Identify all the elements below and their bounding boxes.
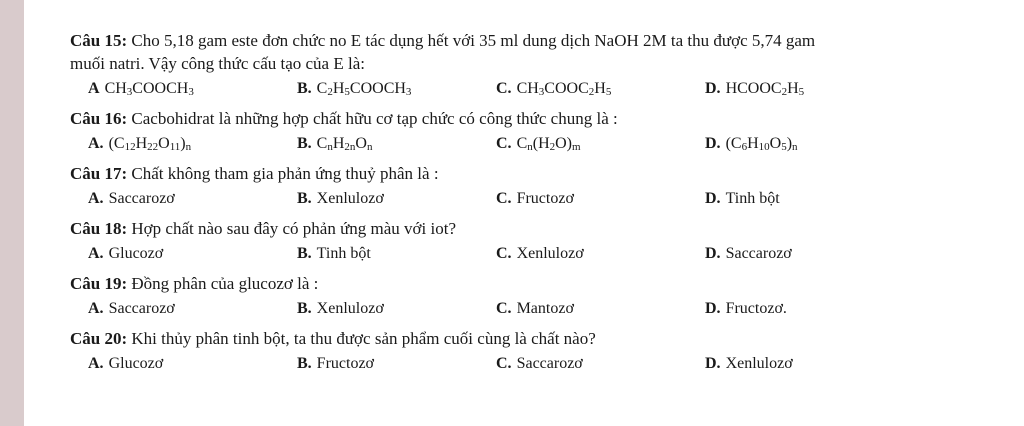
answer-options: [70, 78, 1010, 102]
answer-option-b[interactable]: [297, 353, 374, 375]
answer-letter: B.: [297, 355, 312, 372]
question-19: [70, 273, 1010, 322]
answer-letter: D.: [705, 80, 721, 97]
question-stem: [70, 163, 1010, 185]
question-text: Khi thủy phân tinh bột, ta thu được sản phẩm cuối cùng là chất nào?: [131, 329, 596, 348]
answer-text: $CH_3COOC_2H_5$: [516, 80, 612, 98]
answer-letter: A.: [88, 355, 104, 372]
answer-text: $(C_{12}H_{22}O_{11})_n$: [108, 135, 192, 153]
answer-letter: C.: [496, 80, 512, 97]
answer-option-a[interactable]: [88, 243, 163, 265]
question-text: Đồng phân của glucozơ là :: [131, 274, 319, 293]
answer-option-c[interactable]: [496, 298, 574, 320]
answer-option-d[interactable]: [705, 188, 780, 210]
answer-text: Mantozơ: [516, 300, 574, 317]
answer-options: [70, 133, 1010, 157]
question-16: [70, 108, 1010, 157]
answer-option-a[interactable]: [88, 188, 175, 210]
answer-text: Fructozơ.: [725, 300, 787, 317]
question-stem: [70, 218, 1010, 240]
answer-option-b[interactable]: [297, 78, 411, 100]
answer-option-c[interactable]: [496, 78, 611, 100]
answer-text: $(C_6H_{10}O_5)_n$: [725, 135, 798, 153]
answer-letter: D.: [705, 135, 721, 152]
answer-letter: C.: [496, 135, 512, 152]
answer-text: Fructozơ: [516, 190, 574, 207]
answer-option-c[interactable]: [496, 353, 583, 375]
question-text: Hợp chất nào sau đây có phản ứng màu với iot?: [131, 219, 457, 238]
answer-options: [70, 298, 1010, 322]
question-stem: [70, 328, 1010, 350]
answer-letter: D.: [705, 300, 721, 317]
answer-text: Saccarozơ: [725, 245, 792, 262]
answer-option-b[interactable]: [297, 298, 384, 320]
answer-option-b[interactable]: [297, 243, 371, 265]
answer-text: Xenlulozơ: [516, 245, 584, 262]
answer-text: Saccarozơ: [108, 300, 175, 317]
quiz-page: [70, 30, 1010, 383]
answer-text: Xenlulozơ: [316, 190, 384, 207]
answer-text: Xenlulozơ: [725, 355, 793, 372]
answer-option-c[interactable]: [496, 188, 574, 210]
answer-letter: B.: [297, 135, 312, 152]
answer-options: [70, 188, 1010, 212]
answer-options: [70, 353, 1010, 377]
answer-options: [70, 243, 1010, 267]
question-number: Câu 19:: [70, 274, 128, 293]
answer-letter: C.: [496, 245, 512, 262]
answer-text: Saccarozơ: [108, 190, 175, 207]
answer-option-d[interactable]: [705, 353, 793, 375]
answer-option-d[interactable]: [705, 298, 787, 320]
answer-option-c[interactable]: [496, 133, 581, 155]
question-15: [70, 30, 1010, 102]
answer-letter: C.: [496, 355, 512, 372]
question-18: [70, 218, 1010, 267]
answer-text: Fructozơ: [316, 355, 375, 372]
answer-letter: A.: [88, 135, 104, 152]
answer-option-d[interactable]: [705, 133, 798, 155]
question-number: Câu 18:: [70, 219, 128, 238]
question-number: Câu 16:: [70, 109, 128, 128]
answer-option-c[interactable]: [496, 243, 584, 265]
answer-letter: B.: [297, 80, 312, 97]
answer-text: $CH_3COOCH_3$: [104, 80, 194, 98]
answer-text: $C_nH_{2n}O_n$: [316, 135, 373, 153]
question-number: Câu 20:: [70, 329, 128, 348]
answer-letter: B.: [297, 245, 312, 262]
answer-text: $C_n(H_2O)_m$: [516, 135, 581, 153]
answer-option-a[interactable]: [88, 133, 191, 155]
answer-option-a[interactable]: [88, 353, 163, 375]
answer-letter: C.: [496, 300, 512, 317]
question-17: [70, 163, 1010, 212]
answer-text: Glucozơ: [108, 245, 164, 262]
answer-letter: A: [88, 80, 100, 97]
answer-text: Xenlulozơ: [316, 300, 384, 317]
answer-text: $HCOOC_2H_5$: [725, 80, 805, 98]
answer-letter: B.: [297, 190, 312, 207]
answer-letter: D.: [705, 355, 721, 372]
answer-text: Tinh bột: [725, 190, 780, 207]
answer-text: Saccarozơ: [516, 355, 583, 372]
answer-letter: D.: [705, 190, 721, 207]
question-number: Câu 17:: [70, 164, 128, 183]
answer-option-b[interactable]: [297, 133, 372, 155]
question-stem: [70, 30, 1010, 52]
answer-text: $C_2H_5COOCH_3$: [316, 80, 412, 98]
left-margin-bar: [0, 0, 24, 426]
answer-option-d[interactable]: [705, 243, 792, 265]
question-20: [70, 328, 1010, 377]
question-text: Chất không tham gia phản ứng thuỷ phân là :: [131, 164, 439, 183]
answer-letter: A.: [88, 245, 104, 262]
answer-letter: A.: [88, 300, 104, 317]
answer-option-b[interactable]: [297, 188, 384, 210]
answer-option-a[interactable]: [88, 78, 194, 100]
answer-option-d[interactable]: [705, 78, 804, 100]
answer-letter: C.: [496, 190, 512, 207]
question-list: [70, 30, 1010, 377]
answer-letter: A.: [88, 190, 104, 207]
question-text: Cacbohidrat là những hợp chất hữu cơ tạp chức có công thức chung là :: [131, 109, 618, 128]
answer-letter: B.: [297, 300, 312, 317]
answer-option-a[interactable]: [88, 298, 175, 320]
question-text: Cho 5,18 gam este đơn chức no E tác dụng hết với 35 ml dung dịch NaOH 2M ta thu được 5,74 gam: [131, 31, 816, 50]
question-number: Câu 15:: [70, 31, 128, 50]
question-text-continued: muối natri. Vậy công thức cấu tạo của E là:: [70, 54, 365, 73]
answer-text: Tinh bột: [316, 245, 371, 262]
answer-letter: D.: [705, 245, 721, 262]
question-stem: [70, 273, 1010, 295]
answer-text: Glucozơ: [108, 355, 164, 372]
question-stem: [70, 108, 1010, 130]
